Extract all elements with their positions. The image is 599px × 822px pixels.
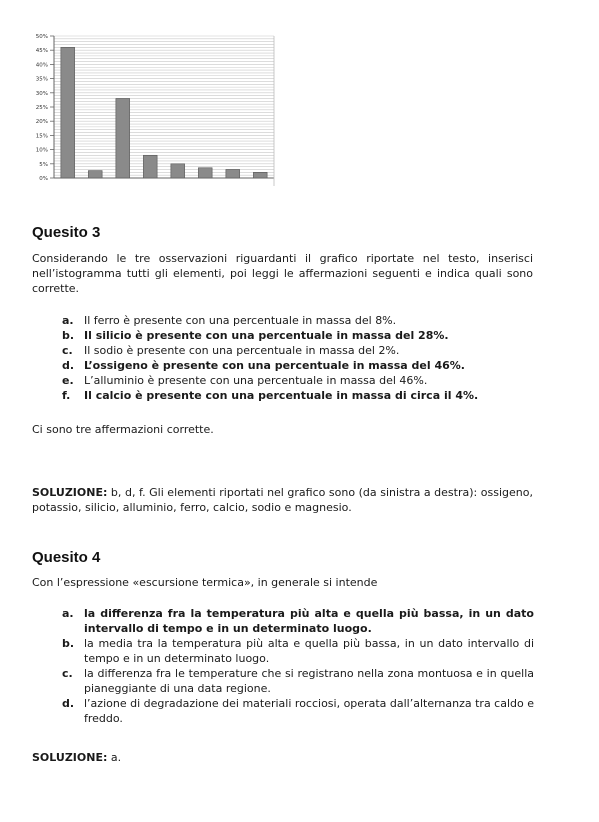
option-d	[62, 696, 534, 726]
y-tick-label: 35%	[35, 76, 48, 83]
option-text: L’alluminio è presente con una percentuale in massa del 46%.	[84, 374, 428, 387]
y-tick-label: 45%	[35, 48, 48, 55]
y-tick-label: 10%	[35, 147, 48, 154]
option-text: L’ossigeno è presente con una percentuale in massa del 46%.	[84, 359, 465, 372]
option-e	[62, 373, 534, 388]
option-text: Il calcio è presente con una percentuale in massa di circa il 4%.	[84, 389, 479, 402]
option-a	[62, 313, 534, 328]
bar	[116, 98, 130, 178]
y-tick-label: 50%	[35, 34, 48, 40]
option-text: la media tra la temperatura più alta e quella più bassa, in un dato intervallo di tempo e in un determinato luogo.	[84, 637, 534, 665]
y-tick-label: 40%	[35, 62, 48, 69]
y-tick-label: 15%	[35, 133, 48, 140]
question-3-intro: Considerando le tre osservazioni riguardanti il grafico riportate nel testo, inserisci nell’istogramma tutti gli elementi, poi leggi le affermazioni seguenti e indica quali sono corrette.	[32, 252, 533, 295]
option-letter: b.	[62, 637, 75, 650]
question-4-intro: Con l’espressione «escursione termica», in generale si intende	[32, 576, 378, 589]
option-b	[62, 328, 534, 343]
option-letter: a.	[62, 607, 74, 620]
bar	[143, 155, 157, 178]
option-f	[62, 388, 534, 403]
option-letter: d.	[62, 697, 75, 710]
solution-label: SOLUZIONE:	[32, 486, 108, 499]
option-letter: e.	[62, 374, 74, 387]
question-3-note: Ci sono tre affermazioni corrette.	[32, 423, 214, 436]
option-d	[62, 358, 534, 373]
option-letter: a.	[62, 314, 74, 327]
option-c	[62, 343, 534, 358]
option-text: la differenza fra la temperatura più alta e quella più bassa, in un dato intervallo di tempo e in un determinato luogo.	[84, 607, 534, 635]
option-text: l’azione di degradazione dei materiali rocciosi, operata dall’alternanza tra caldo e freddo.	[84, 697, 535, 725]
bar	[61, 47, 75, 178]
histogram-chart	[26, 28, 278, 190]
solution-text: b, d, f. Gli elementi riportati nel grafico sono (da sinistra a destra): ossigeno, potassio, silicio, alluminio, ferro, calcio, sodio e magnesio.	[32, 486, 533, 514]
option-letter: b.	[62, 329, 75, 342]
y-tick-label: 30%	[35, 90, 48, 97]
option-letter: d.	[62, 359, 75, 372]
option-text: Il sodio è presente con una percentuale in massa del 2%.	[84, 344, 400, 357]
question-3-options	[62, 313, 534, 403]
y-tick-label: 5%	[39, 161, 48, 168]
bar	[226, 169, 240, 178]
option-text: la differenza fra le temperature che si registrano nella zona montuosa e in quella pianeggiante di una data regione.	[84, 667, 534, 695]
y-tick-label: 0%	[39, 176, 48, 182]
bar	[88, 171, 102, 178]
option-c	[62, 666, 534, 696]
solution-label: SOLUZIONE:	[32, 751, 108, 764]
bar	[171, 164, 185, 178]
option-letter: f.	[62, 389, 71, 402]
y-tick-label: 20%	[35, 119, 48, 126]
question-4-solution	[32, 750, 533, 765]
solution-text: a.	[107, 751, 122, 764]
option-text: Il ferro è presente con una percentuale in massa del 8%.	[84, 314, 397, 327]
option-b	[62, 636, 534, 666]
y-tick-label: 25%	[35, 105, 48, 111]
option-letter: c.	[62, 667, 73, 680]
question-3-solution	[32, 485, 533, 515]
option-letter: c.	[62, 344, 73, 357]
question-4-options	[62, 606, 534, 726]
question-4-title: Quesito 4	[32, 549, 101, 566]
option-text: Il silicio è presente con una percentuale in massa del 28%.	[84, 329, 449, 342]
option-a	[62, 606, 534, 636]
question-3-title: Quesito 3	[32, 224, 101, 241]
bar	[198, 168, 212, 178]
bar	[253, 172, 267, 178]
